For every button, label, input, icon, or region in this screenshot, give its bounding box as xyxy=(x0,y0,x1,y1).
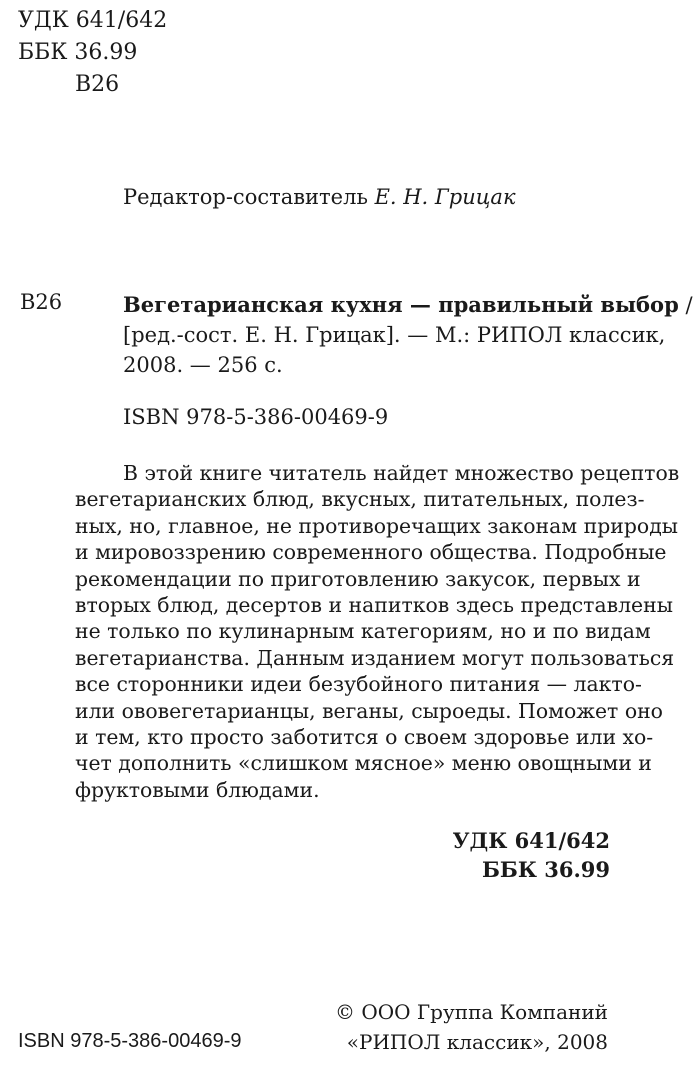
isbn-imprint: ISBN 978-5-386-00469-9 xyxy=(18,1030,242,1052)
bibliographic-record xyxy=(123,290,693,380)
udk-code-top: УДК 641/642 xyxy=(18,8,168,33)
editor-role: Редактор-составитель xyxy=(123,185,368,209)
editor-name: Е. Н. Грицак xyxy=(374,185,516,209)
annotation-line: чет дополнить «слишком мясное» меню овощными и xyxy=(75,751,652,776)
annotation-line: и тем, кто просто заботится о своем здоровье или хо- xyxy=(75,725,654,750)
bbk-code-bottom: ББК 36.99 xyxy=(481,857,610,882)
annotation-line: вторых блюд, десертов и напитков здесь представлены xyxy=(75,593,673,618)
copyright-line-1: © ООО Группа Компаний xyxy=(335,1000,608,1024)
annotation-line: и мировоззрению современного общества. Подробные xyxy=(75,540,667,565)
annotation-line: рекомендации по приготовлению закусок, первых и xyxy=(75,566,641,591)
book-title: Вегетарианская кухня — правильный выбор xyxy=(123,292,679,317)
isbn-bibliographic: ISBN 978-5-386-00469-9 xyxy=(123,405,389,429)
annotation-line: ных, но, главное, не противоречащих законам природы xyxy=(75,513,678,538)
author-mark-top: В26 xyxy=(75,72,120,97)
author-mark-bibliographic: В26 xyxy=(20,290,63,314)
bibliographic-line-3: 2008. — 256 с. xyxy=(123,353,283,377)
title-separator: / xyxy=(678,293,693,317)
udk-code-bottom: УДК 641/642 xyxy=(452,828,610,853)
annotation-line: В этой книге читатель найдет множество рецептов xyxy=(123,461,680,485)
copyright-line-2: «РИПОЛ классик», 2008 xyxy=(346,1030,608,1054)
editor-line xyxy=(123,185,516,209)
annotation xyxy=(75,460,680,803)
annotation-line: или ововегетарианцы, веганы, сыроеды. Поможет оно xyxy=(75,698,663,723)
bbk-code-top: ББК 36.99 xyxy=(18,40,138,65)
annotation-line: не только по кулинарным категориям, но и по видам xyxy=(75,619,651,644)
annotation-line: вегетарианских блюд, вкусных, питательных, полез- xyxy=(75,487,645,512)
bibliographic-line-1 xyxy=(123,290,693,320)
bibliographic-line-2: [ред.-сост. Е. Н. Грицак]. — М.: РИПОЛ классик, xyxy=(123,323,666,347)
annotation-line: вегетарианства. Данным изданием могут пользоваться xyxy=(75,645,675,670)
annotation-line: все сторонники идеи безубойного питания — лакто- xyxy=(75,672,642,697)
annotation-line: фруктовыми блюдами. xyxy=(75,777,320,802)
